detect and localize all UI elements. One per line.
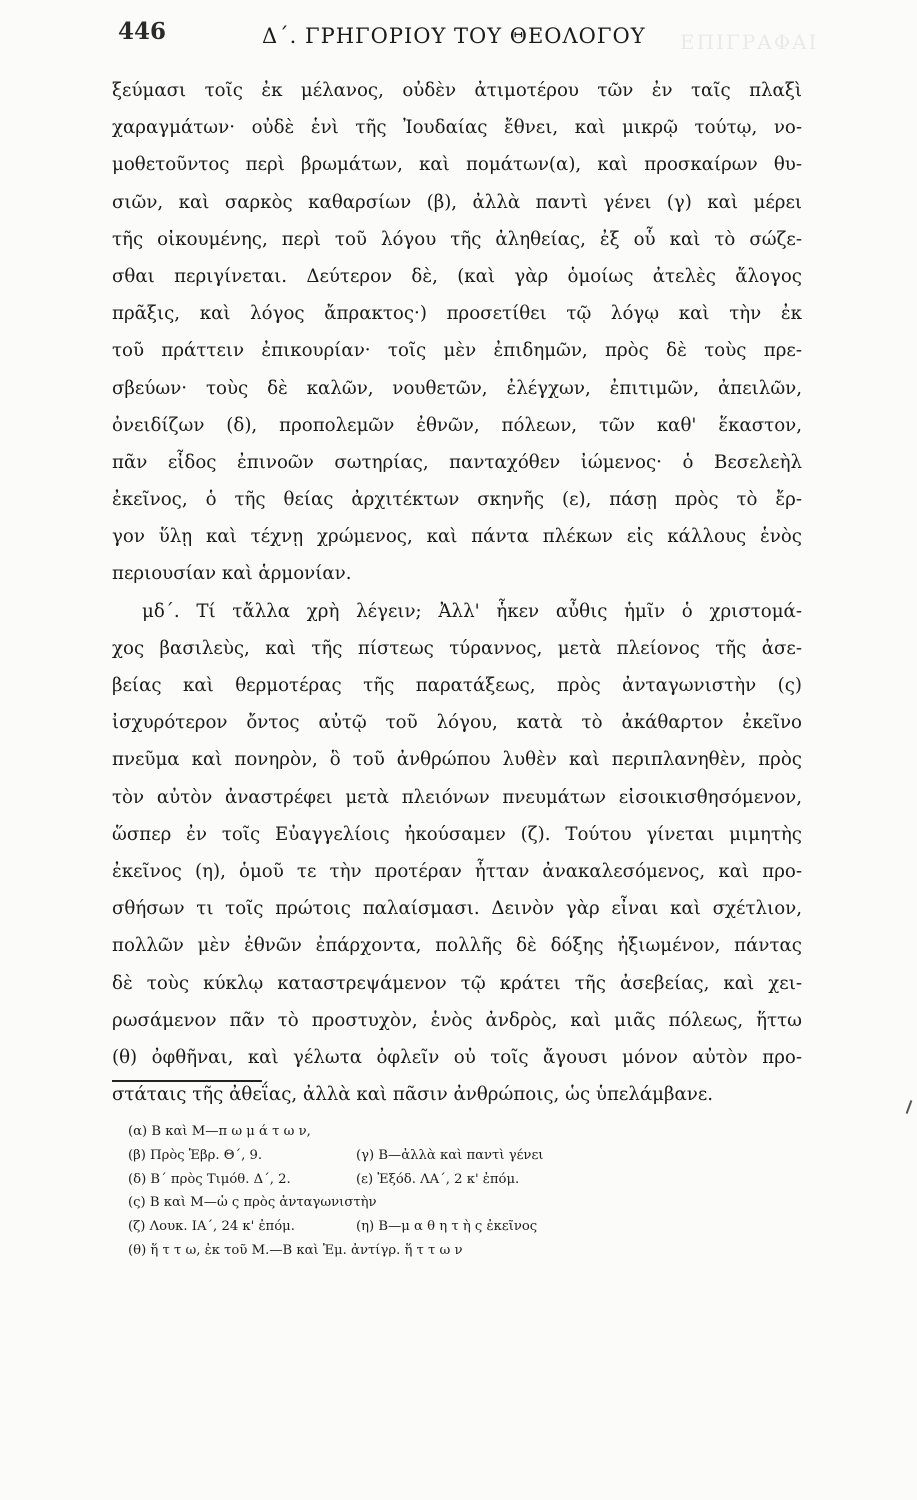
text-line: τὸν αὐτὸν ἀναστρέφει μετὰ πλειόνων πνευμάτων εἰσοικισθησόμενον,: [112, 786, 802, 808]
text-line: (θ) ὀφθῆναι, καὶ γέλωτα ὀφλεῖν οὐ τοῖς ἄγουσι μόνον αὐτὸν προ-: [112, 1046, 802, 1068]
footnotes: [128, 1120, 748, 1263]
text-line: τοῦ πράττειν ἐπικουρίαν· τοῖς μὲν ἐπιδημῶν, πρὸς δὲ τοὺς πρε-: [112, 340, 802, 362]
footnote-separator-rule: [112, 1080, 262, 1082]
margin-pencil-mark: [906, 1100, 913, 1114]
page-number: 446: [118, 18, 167, 45]
footnote-alpha: (α) Β καὶ Μ—π ω μ ά τ ω ν,: [128, 1124, 311, 1139]
text-line: ἐκεῖνος, ὁ τῆς θείας ἀρχιτέκτων σκηνῆς (ε), πάσῃ πρὸς τὸ ἔρ-: [112, 489, 802, 511]
footnote-row: [128, 1239, 748, 1263]
text-line: σιῶν, καὶ σαρκὸς καθαρσίων (β), ἀλλὰ παντὶ γένει (γ) καὶ μέρει: [112, 191, 802, 213]
text-line: ξεύμασι τοῖς ἐκ μέλανος, οὐδὲν ἀτιμοτέρου τῶν ἐν ταῖς πλαξὶ: [112, 80, 802, 101]
paragraph-end-line: στάταις τῆς ἀθεΐας, ἀλλὰ καὶ πᾶσιν ἀνθρώποις, ὡς ὑπελάμβανε.: [112, 1084, 714, 1106]
text-line: πολλῶν μὲν ἐθνῶν ἐπάρχοντα, πολλῆς δὲ δόξης ἠξιωμένον, πάντας: [112, 935, 802, 957]
section-44-first-line: μδ΄. Τί τἄλλα χρὴ λέγειν; Ἀλλ' ἧκεν αὖθις ἡμῖν ὁ χριστομά-: [142, 600, 802, 622]
running-title: Δ΄. ΓΡΗΓΟΡΙΟΥ ΤΟΥ ΘΕΟΛΟΓΟΥ: [262, 24, 646, 48]
text-line: ρωσάμενον πᾶν τὸ προστυχὸν, ἑνὸς ἀνδρὸς, καὶ μιᾶς πόλεως, ἥττω: [112, 1009, 802, 1031]
text-line: σθαι περιγίνεται. Δεύτερον δὲ, (καὶ γὰρ ὁμοίως ἀτελὲς ἄλογος: [112, 265, 802, 287]
text-line: ἰσχυρότερον ὄντος αὐτῷ τοῦ λόγου, κατὰ τὸ ἀκάθαρτον ἐκεῖνο: [112, 712, 802, 734]
footnote-epsilon: (ε) Ἐξόδ. ΛΑ΄, 2 κ' ἐπόμ.: [356, 1171, 520, 1187]
paragraph-end-line: περιουσίαν καὶ ἁρμονίαν.: [112, 563, 352, 585]
text-line: δὲ τοὺς κύκλῳ καταστρεψάμενον τῷ κράτει τῆς ἀσεβείας, καὶ χει-: [112, 972, 802, 994]
footnote-delta: (δ) Β΄ πρὸς Τιμόθ. Δ΄, 2.: [128, 1171, 291, 1187]
text-line: ὥσπερ ἐν τοῖς Εὐαγγελίοις ἠκούσαμεν (ζ). Τούτου γίνεται μιμητὴς: [112, 823, 802, 845]
footnote-beta: (β) Πρὸς Ἑβρ. Θ΄, 9.: [128, 1147, 263, 1163]
text-line: πνεῦμα καὶ πονηρὸν, ὃ τοῦ ἀνθρώπου λυθὲν καὶ περιπλανηθὲν, πρὸς: [112, 749, 802, 771]
bleed-through-text: ΕΠΙΓΡΑΦΑΙ: [680, 30, 819, 54]
text-line: πρᾶξις, καὶ λόγος ἄπρακτος·) προσετίθει τῷ λόγῳ καὶ τὴν ἐκ: [112, 303, 802, 325]
text-line: χαραγμάτων· οὐδὲ ἑνὶ τῆς Ἰουδαίας ἔθνει, καὶ μικρῷ τούτῳ, νο-: [112, 117, 802, 139]
main-text: [112, 72, 802, 1113]
text-line: ὀνειδίζων (δ), προπολεμῶν ἐθνῶν, πόλεων, τῶν καθ' ἕκαστον,: [112, 414, 802, 436]
footnote-zeta: (ζ) Λουκ. ΙΑ΄, 24 κ' ἐπόμ.: [128, 1219, 295, 1235]
footnote-row: [128, 1144, 748, 1168]
footnote-row: [128, 1215, 748, 1239]
footnote-theta: (θ) ἥ τ τ ω, ἐκ τοῦ Μ.—Β καὶ Ἐμ. ἀντίγρ. ἥ τ τ ω ν: [128, 1242, 463, 1258]
footnote-row: [128, 1191, 748, 1215]
text-line: χος βασιλεὺς, καὶ τῆς πίστεως τύραννος, μετὰ πλείονος τῆς ἀσε-: [112, 637, 802, 659]
footnote-eta: (η) Β—μ α θ η τ ὴ ς ἐκεῖνος: [356, 1219, 538, 1235]
footnote-stigma: (ς) Β καὶ Μ—ὡ ς πρὸς ἀνταγωνιστὴν: [128, 1195, 377, 1211]
text-line: σβεύων· τοὺς δὲ καλῶν, νουθετῶν, ἐλέγχων, ἐπιτιμῶν, ἀπειλῶν,: [112, 377, 802, 399]
text-line: ἐκεῖνος (η), ὁμοῦ τε τὴν προτέραν ἧτταν ἀνακαλεσόμενος, καὶ προ-: [112, 860, 802, 882]
text-line: τῆς οἰκουμένης, περὶ τοῦ λόγου τῆς ἀληθείας, ἐξ οὗ καὶ τὸ σώζε-: [112, 228, 802, 250]
footnote-gamma: (γ) Β—ἀλλὰ καὶ παντὶ γένει: [356, 1147, 544, 1163]
text-line: βείας καὶ θερμοτέρας τῆς παρατάξεως, πρὸς ἀνταγωνιστὴν (ς): [112, 675, 802, 696]
footnote-row: [128, 1120, 748, 1144]
footnote-row: [128, 1168, 748, 1192]
text-line: σθήσων τι τοῖς πρώτοις παλαίσμασι. Δεινὸν γὰρ εἶναι καὶ σχέτλιον,: [112, 898, 802, 920]
text-line: πᾶν εἶδος ἐπινοῶν σωτηρίας, πανταχόθεν ἰώμενος· ὁ Βεσελεὴλ: [112, 451, 802, 473]
page-header: [112, 18, 802, 60]
text-line: μοθετοῦντος περὶ βρωμάτων, καὶ πομάτων(α), καὶ προσκαίρων θυ-: [112, 154, 802, 176]
text-line: γον ὕλῃ καὶ τέχνῃ χρώμενος, καὶ πάντα πλέκων εἰς κάλλους ἑνὸς: [112, 526, 802, 548]
